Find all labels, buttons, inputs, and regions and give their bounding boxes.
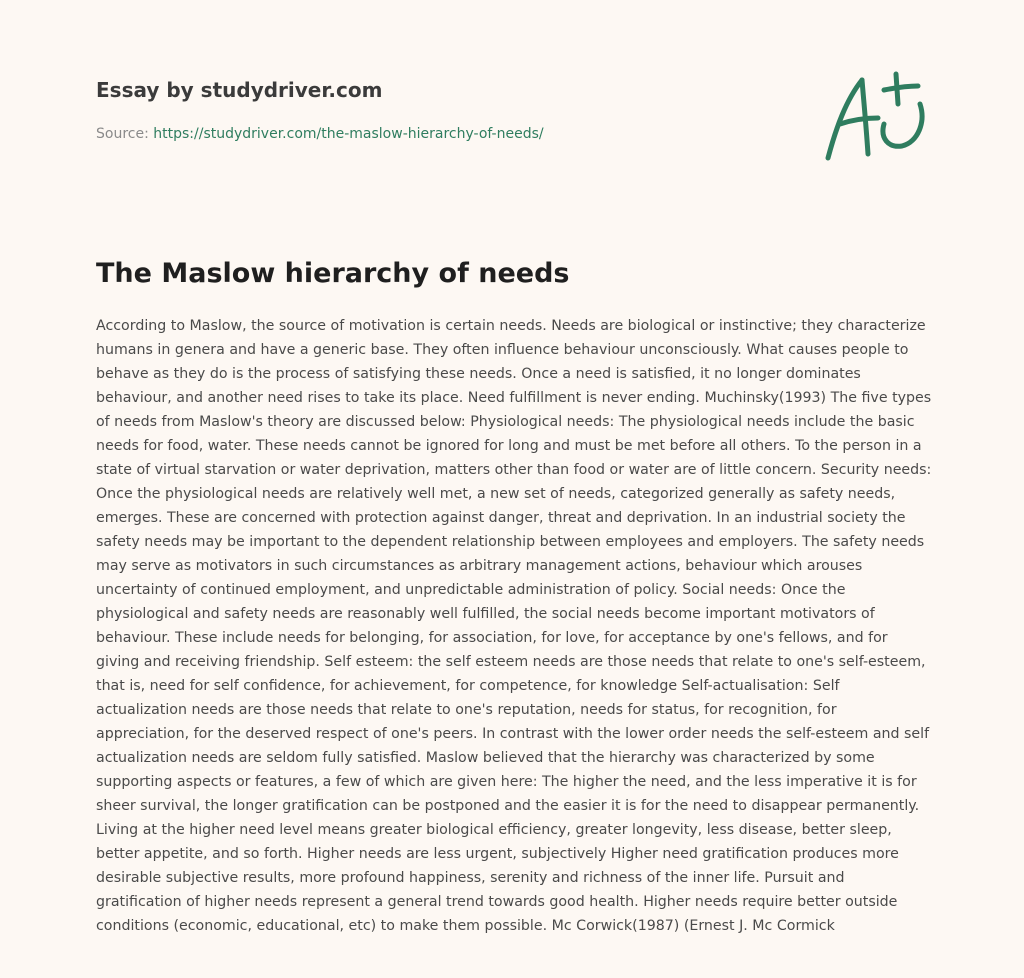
source-link[interactable]: https://studydriver.com/the-maslow-hierarchy-of-needs/ <box>153 126 544 142</box>
essay-body: According to Maslow, the source of motivation is certain needs. Needs are biological or instinctive; they characterize humans in genera and have a generic base. They often influence behaviour unconsciously. What causes people to behave as they do is the process of satisfying these needs. Once a need is satisfied, it no longer dominates behaviour, and another need rises to take its place. Need fulfillment is never ending. Muchinsky(1993) The five types of needs from Maslow's theory are discussed below: Physiological needs: The physiological needs include the basic needs for food, water. These needs cannot be ignored for long and must be met before all others. To the person in a state of virtual starvation or water deprivation, matters other than food or water are of little concern. Security needs: Once the physiological needs are relatively well met, a new set of needs, categorized generally as safety needs, emerges. These are concerned with protection against danger, threat and deprivation. In an industrial society the safety needs may be important to the dependent relationship between employees and employers. The safety needs may serve as motivators in such circumstances as arbitrary management actions, behaviour which arouses uncertainty of continued employment, and unpredictable administration of policy. Social needs: Once the physiological and safety needs are reasonably well fulfilled, the social needs become important motivators of behaviour. These include needs for belonging, for association, for love, for acceptance by one's fellows, and for giving and receiving friendship. Self esteem: the self esteem needs are those needs that relate to one's self-esteem, that is, need for self confidence, for achievement, for competence, for knowledge Self-actualisation: Self actualization needs are those needs that relate to one's reputation, needs for status, for recognition, for appreciation, for the deserved respect of one's peers. In contrast with the lower order needs the self-esteem and self actualization needs are seldom fully satisfied. Maslow believed that the hierarchy was characterized by some supporting aspects or features, a few of which are given here: The higher the need, and the less imperative it is for sheer survival, the longer gratification can be postponed and the easier it is for the need to disappear permanently. Living at the higher need level means greater biological efficiency, greater longevity, less disease, better sleep, better appetite, and so forth. Higher needs are less urgent, subjectively Higher need gratification produces more desirable subjective results, more profound happiness, serenity and richness of the inner life. Pursuit and gratification of higher needs represent a general trend towards good health. Higher needs require better outside conditions (economic, educational, etc) to make them possible. Mc Corwick(1987) (Ernest J. Mc Cormick <box>96 318 932 934</box>
site-name: Essay by studydriver.com <box>96 78 383 102</box>
a-plus-logo-icon <box>822 68 928 164</box>
essay-title: The Maslow hierarchy of needs <box>96 258 570 289</box>
page-header <box>96 76 796 144</box>
source-line <box>96 124 796 144</box>
source-label: Source: <box>96 126 149 142</box>
